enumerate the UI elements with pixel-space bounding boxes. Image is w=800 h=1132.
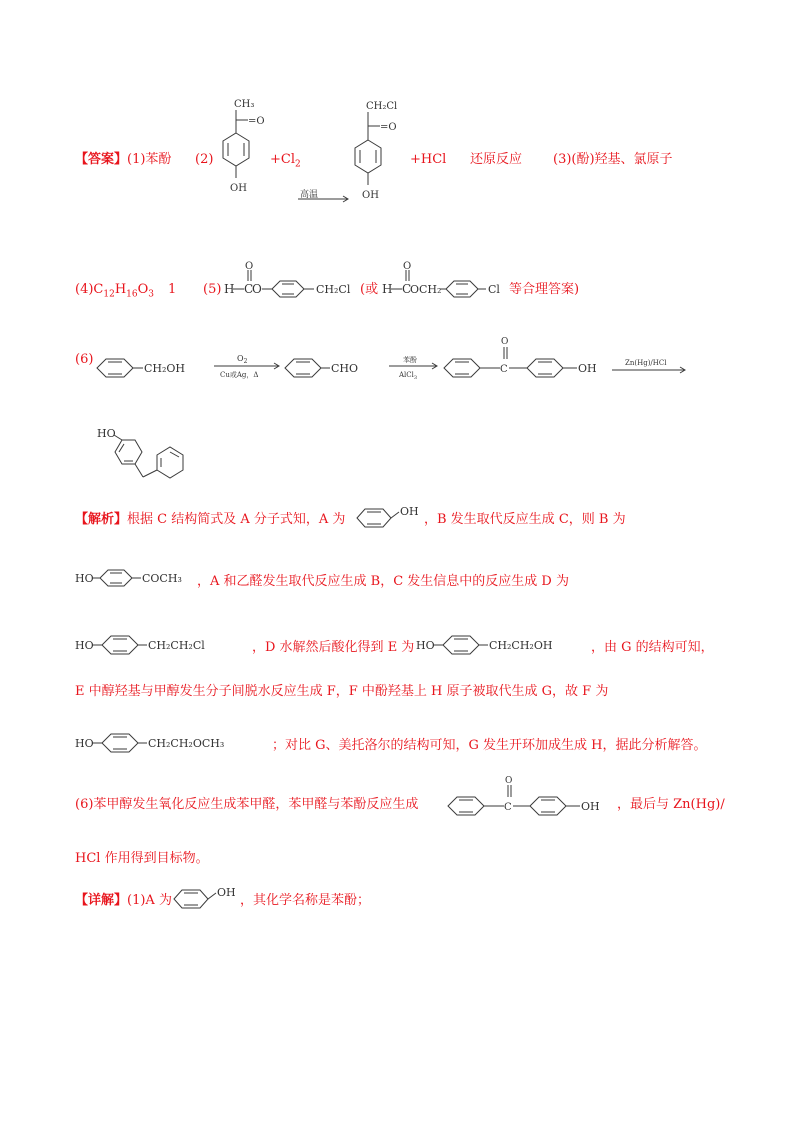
svg-text:HO: HO [416, 639, 435, 652]
svg-text:H: H [224, 282, 235, 296]
structure-chloroacetyl-phenol [350, 100, 410, 208]
reaction-arrow [298, 196, 353, 204]
cho-label: CHO [331, 362, 359, 375]
svg-text:OH: OH [230, 183, 247, 194]
svg-text:OH: OH [217, 886, 236, 899]
svg-text:OH: OH [400, 505, 419, 518]
answer-tag: 【答案】 [75, 152, 128, 167]
svg-text:C: C [504, 802, 512, 813]
svg-text:COCH₃: COCH₃ [142, 572, 182, 585]
step2-reagent: 苯酚 [403, 356, 417, 364]
isomer-count: 1 [168, 282, 177, 297]
plus-cl2: $+Cl_2$ [270, 152, 301, 170]
answer-part-1: (1)苯酚 [127, 152, 172, 167]
svg-text:CH₃: CH₃ [234, 99, 255, 110]
svg-text:O: O [403, 261, 412, 272]
svg-text:C: C [244, 282, 254, 296]
structure-4-hydroxybenzophenone [448, 776, 623, 826]
answer-part-4: $(4)C_{12}H_{16}O_3$ [75, 282, 155, 300]
analysis-line-3b: ，由 G 的结构可知， [591, 640, 714, 655]
svg-text:OH: OH [581, 800, 600, 813]
step1-reagent: $O_2$ [237, 354, 248, 365]
analysis-line-6a: (6)苯甲醇发生氧化反应生成苯甲醛，苯甲醛与苯酚反应生成 [75, 797, 419, 812]
answer-line-1 [75, 152, 171, 168]
step2-catalyst: AlCl$_3$ [399, 371, 418, 381]
structure-4-benzylphenol [97, 425, 197, 495]
synthesis-route [97, 337, 687, 395]
svg-text:OH: OH [362, 190, 379, 201]
analysis-line-7: HCl 作用得到目标物。 [75, 851, 209, 866]
answer-part-5-label: (5) [203, 282, 222, 297]
oh-label: OH [578, 362, 597, 375]
ho-label: HO [97, 427, 116, 440]
structure-hydroxyethyl-phenol [416, 632, 596, 660]
step1-condition: Cu或Ag，Δ [220, 371, 259, 379]
svg-text:HO: HO [75, 737, 94, 750]
structure-formate-ester [224, 262, 359, 302]
structure-4-hydroxyacetophenone [218, 98, 268, 206]
answer-part-3: (3)(酚)羟基、氯原子 [553, 152, 673, 167]
answer-part-2-label: (2) [195, 152, 214, 167]
structure-formate-ester-alt [382, 262, 512, 302]
detail-line-1b: ，其化学名称是苯酚； [240, 893, 371, 908]
reduction-reaction: 还原反应 [470, 152, 523, 167]
svg-text:H: H [382, 282, 393, 296]
svg-text:O: O [505, 776, 513, 786]
svg-text:OCH₂: OCH₂ [410, 283, 442, 296]
svg-text:O: O [252, 282, 262, 296]
or-label: (或 [360, 282, 379, 297]
plus-hcl: +HCl [410, 152, 447, 167]
svg-text:O: O [245, 261, 254, 272]
svg-text:Cl: Cl [488, 283, 500, 296]
analysis-line-2: ，A 和乙醛发生取代反应生成 B，C 发生信息中的反应生成 D 为 [197, 574, 569, 589]
structure-phenol [355, 504, 427, 534]
analysis-tag: 【解析】 [75, 512, 128, 527]
svg-text:C: C [402, 282, 412, 296]
detail-line-1: 【详解】(1)A 为 [75, 893, 172, 908]
structure-chloroethyl-phenol [75, 632, 250, 660]
analysis-line-1b: ，B 发生取代反应生成 C，则 B 为 [424, 512, 626, 527]
svg-text:HO: HO [75, 639, 94, 652]
structure-phenol-detail [172, 885, 244, 915]
svg-text:CH₂Cl: CH₂Cl [316, 283, 351, 296]
c-label: C [500, 364, 508, 375]
answer-part-6-label: (6) [75, 352, 94, 367]
structure-methoxyethyl-phenol [75, 730, 275, 758]
svg-text:CH₂CH₂OCH₃: CH₂CH₂OCH₃ [148, 737, 225, 750]
step3-reagent: Zn(Hg)/HCl [625, 359, 667, 367]
svg-text:=O: =O [248, 116, 265, 127]
analysis-line-5: ；对比 G、美托洛尔的结构可知，G 发生开环加成生成 H，据此分析解答。 [272, 738, 707, 753]
structure-4-hydroxyacetophenone-inline [75, 565, 205, 593]
svg-text:HO: HO [75, 572, 94, 585]
svg-text:CH₂CH₂OH: CH₂CH₂OH [489, 639, 553, 652]
ch2oh-label: CH₂OH [144, 362, 186, 375]
analysis-line-4: E 中醇羟基与甲醇发生分子间脱水反应生成 F，F 中酚羟基上 H 原子被取代生成 G，故 F 为 [75, 684, 609, 699]
o-label: O [501, 337, 509, 347]
other-answers: 等合理答案) [509, 282, 580, 297]
svg-text:CH₂Cl: CH₂Cl [366, 101, 398, 112]
svg-text:CH₂CH₂Cl: CH₂CH₂Cl [148, 639, 205, 652]
detail-tag: 【详解】 [75, 893, 128, 908]
analysis-line-6b: ，最后与 Zn(Hg)/ [617, 797, 725, 812]
arrow-condition: 高温 [300, 190, 319, 200]
svg-text:=O: =O [380, 122, 397, 133]
analysis-line-3a: ，D 水解然后酸化得到 E 为 [252, 640, 415, 655]
analysis-line-1: 【解析】根据 C 结构简式及 A 分子式知，A 为 [75, 512, 346, 527]
